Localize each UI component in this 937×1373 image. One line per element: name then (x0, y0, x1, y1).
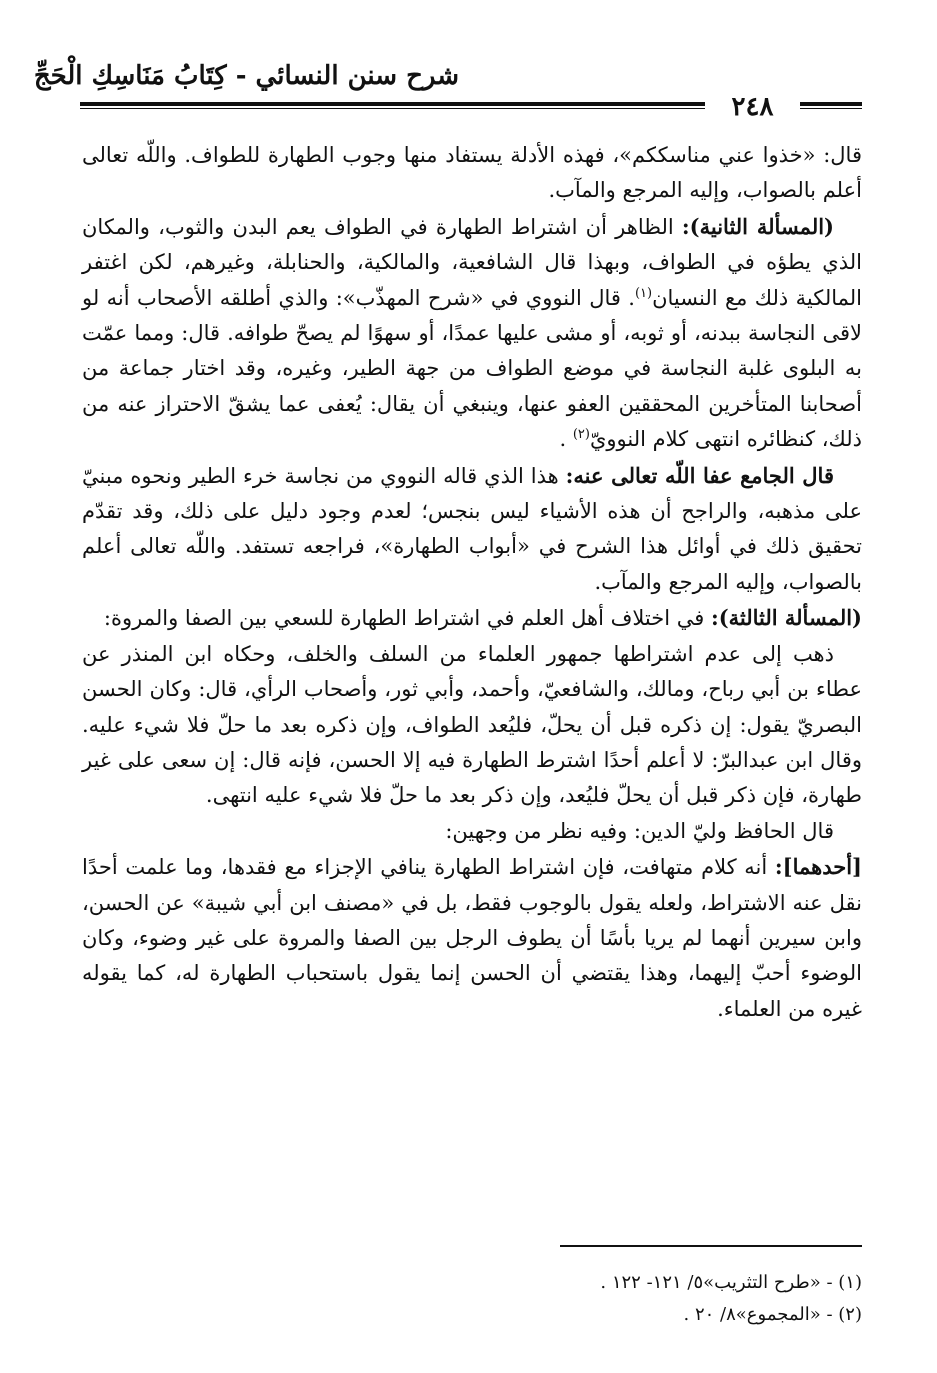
paragraph-7-text: أنه كلام متهافت، فإن اشتراط الطهارة ينافي الإجزاء مع فقدها، وما علمت أحدًا نقل عنه الاشتراط، ولعله يقول بالوجوب فقط، بل في «مصنف ابن أبي شيبة» عن الحسن، وابن سيرين أنهما لم يريا بأسًا أن يطوف الرجل بين الصفا والمروة على غير وضوء، وكان الوضوء أحبّ إليهما، وهذا يقتضي أن الحسن إنما يقول باستحباب الطهارة له، كما يقوله غيره من العلماء. (82, 855, 862, 1021)
running-title: شرح سنن النسائي - كِتَابُ مَنَاسِكِ الْحَجِّ (33, 61, 459, 91)
paragraph-4-text: في اختلاف أهل العلم في اشتراط الطهارة للسعي بين الصفا والمروة: (103, 606, 711, 631)
header-rule-thick-right (800, 102, 862, 106)
first-point-heading: [أحدهما]: (774, 854, 862, 880)
page-number: ٢٤٨ (731, 92, 774, 122)
header-rule-thin-right (800, 108, 862, 109)
paragraph-3 (82, 458, 862, 601)
paragraph-3-text: هذا الذي قاله النووي من نجاسة خرء الطير ونحوه مبنيّ على مذهبه، والراجح أن هذه الأشياء ليس بنجس؛ لعدم وجود دليل على ذلك، وقد تقدّم تحقيق ذلك في أوائل هذا الشرح في «أبواب الطهارة»، فراجعه تستفد. واللّه تعالى أعلم بالصواب، وإليه المرجع والمآب. (82, 463, 862, 594)
footnote-ref-1: (١) (634, 285, 653, 301)
paragraph-1: قال: «خذوا عني مناسككم»، فهذه الأدلة يستفاد منها وجوب الطهارة للطواف. واللّه تعالى أعلم بالصواب، وإليه المرجع والمآب. (82, 143, 862, 203)
paragraph-7 (82, 849, 862, 1027)
footnotes (82, 1267, 862, 1331)
issue-three-heading: (المسألة الثالثة): (710, 605, 862, 631)
footnote-1: (١) - «طرح التثريب»٥/ ١٢١- ١٢٢ . (600, 1272, 862, 1293)
paragraph-2-text-a: الظاهر أن اشتراط الطهارة في الطواف يعم البدن والثوب، والمكان الذي يطؤه في الطواف، وبهذا قال الشافعية، والمالكية، والحنابلة، وغيرهم، لكن اغتفر المالكية ذلك مع النسيان (82, 214, 862, 310)
paragraph-2-text-c: . (559, 427, 573, 452)
paragraph-6: قال الحافظ وليّ الدين: وفيه نظر من وجهين: (445, 818, 834, 843)
footnote-separator (560, 1245, 862, 1247)
compiler-remark-heading: قال الجامع عفا اللّه تعالى عنه: (565, 462, 834, 488)
main-text (82, 138, 862, 1027)
header-rule-thick (80, 102, 705, 106)
paragraph-5: ذهب إلى عدم اشتراطها جمهور العلماء من السلف والخلف، وحكاه ابن المنذر عن عطاء بن أبي رباح، ومالك، والشافعيّ، وأحمد، وأبي ثور، وأصحاب الرأي، قال: وكان الحسن البصريّ يقول: إن ذكره قبل أن يحلّ، فليُعد الطواف، وإن ذكره بعد ما حلّ فلا شيء عليه. وقال ابن عبدالبرّ: لا أعلم أحدًا اشترط الطهارة فيه إلا الحسن، فإنه قال: إن سعى على غير طهارة، فإن ذكر قبل أن يحلّ فليُعد، وإن ذكر بعد ما حلّ فلا شيء عليه انتهى. (82, 641, 862, 808)
footnote-ref-2: (٢) (572, 427, 590, 443)
paragraph-2-text-b: . قال النووي في «شرح المهذّب»: والذي أطلقه الأصحاب أنه لو لاقى النجاسة ببدنه، أو ثوبه، أو مشى عليها عمدًا، أو سهوًا لم يصحّ طوافه. قال: ومما عمّت به البلوى غلبة النجاسة في موضع الطواف من جهة الطير، وغيره، وقد اختار جماعة من أصحابنا المتأخرين المحققين العفو عنها، وينبغي أن يقال: يُعفى عما يشقّ الاحتراز عنه من ذلك، كنظائره انتهى كلام النوويّ (82, 285, 862, 452)
paragraph-4 (82, 600, 862, 636)
header-rule-thin (80, 108, 705, 109)
paragraph-2 (82, 209, 862, 458)
issue-two-heading: (المسألة الثانية): (681, 213, 834, 239)
footnote-2: (٢) - «المجموع»٨/ ٢٠ . (683, 1304, 862, 1325)
